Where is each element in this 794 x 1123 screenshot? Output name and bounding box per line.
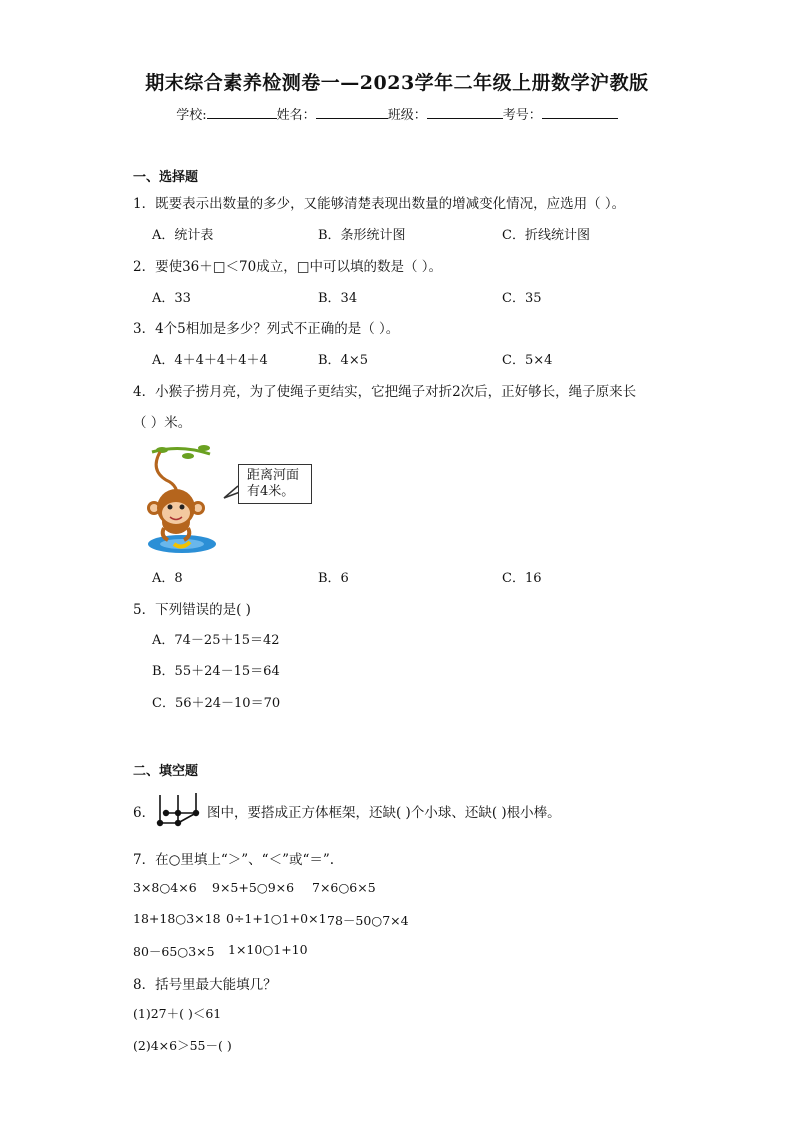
number-label: 考号： — [502, 108, 542, 123]
question-6-number: 6． — [133, 805, 156, 821]
speech-bubble: 距离河面有4米。 — [238, 464, 312, 504]
q3-option-a[interactable]: A．4＋4＋4＋4＋4 — [152, 353, 268, 368]
q7-row2-c: 78－50○7×4 — [327, 913, 409, 928]
question-7: 7．在○里填上“＞”、“＜”或“＝”. — [133, 852, 335, 868]
class-blank[interactable] — [427, 104, 503, 119]
school-blank[interactable] — [207, 104, 277, 119]
question-1: 1．既要表示出数量的多少，又能够清楚表现出数量的增减变化情况，应选用（ ）。 — [133, 196, 626, 212]
q7-row1-b: 9×5+5○9×6 — [212, 880, 295, 895]
q7-row3-b: 1×10○1+10 — [228, 942, 308, 957]
question-2: 2．要使36＋□＜70成立，□中可以填的数是（ ）。 — [133, 259, 442, 275]
q4-option-b[interactable]: B．6 — [318, 571, 349, 586]
question-6-text: 图中，要搭成正方体框架，还缺( )个小球、还缺( )根小棒。 — [207, 805, 561, 821]
q7-row3-a: 80－65○3×5 — [133, 944, 215, 959]
q5-option-c[interactable]: C．56＋24－10＝70 — [152, 696, 281, 711]
q3-option-c[interactable]: C．5×4 — [502, 353, 553, 368]
q4-option-c[interactable]: C．16 — [502, 571, 542, 586]
q1-option-a[interactable]: A．统计表 — [152, 228, 214, 243]
q8-part1: (1)27＋( )＜61 — [133, 1006, 222, 1021]
q5-option-b[interactable]: B．55＋24－15＝64 — [152, 664, 280, 679]
question-8: 8．括号里最大能填几？ — [133, 977, 277, 993]
q7-row1-c: 7×6○6×5 — [312, 880, 376, 895]
name-label: 姓名： — [276, 108, 316, 123]
q5-option-a[interactable]: A．74－25＋15＝42 — [152, 633, 280, 648]
q7-row2-b: 0÷1+1○1+0×1 — [226, 911, 327, 926]
section-heading-fill: 二、填空题 — [133, 764, 199, 779]
question-5: 5．下列错误的是( ) — [133, 602, 251, 618]
q7-row1-a: 3×8○4×6 — [133, 880, 197, 895]
q2-option-a[interactable]: A．33 — [152, 291, 191, 306]
q7-row2-a: 18+18○3×18 — [133, 911, 221, 926]
school-label: 学校: — [176, 108, 207, 123]
class-label: 班级： — [387, 108, 427, 123]
q8-part2: (2)4×6＞55－( ) — [133, 1038, 232, 1053]
section-heading-choice: 一、选择题 — [133, 170, 199, 185]
name-blank[interactable] — [316, 104, 388, 119]
question-3: 3．4个5相加是多少？列式不正确的是（ ）。 — [133, 321, 400, 337]
q1-option-c[interactable]: C．折线统计图 — [502, 228, 590, 243]
q2-option-c[interactable]: C．35 — [502, 291, 542, 306]
number-blank[interactable] — [542, 104, 618, 119]
q3-option-b[interactable]: B．4×5 — [318, 353, 368, 368]
student-info-line — [0, 104, 794, 123]
q1-option-b[interactable]: B．条形统计图 — [318, 228, 406, 243]
cube-frame-icon — [152, 789, 208, 831]
q4-option-a[interactable]: A．8 — [152, 571, 183, 586]
question-4-line2: （ ）米。 — [133, 415, 192, 431]
q2-option-b[interactable]: B．34 — [318, 291, 358, 306]
page-title: 期末综合素养检测卷一—2023学年二年级上册数学沪教版 — [145, 72, 649, 94]
question-4-line1: 4．小猴子捞月亮，为了使绳子更结实，它把绳子对折2次后，正好够长，绳子原来长 — [133, 384, 637, 400]
